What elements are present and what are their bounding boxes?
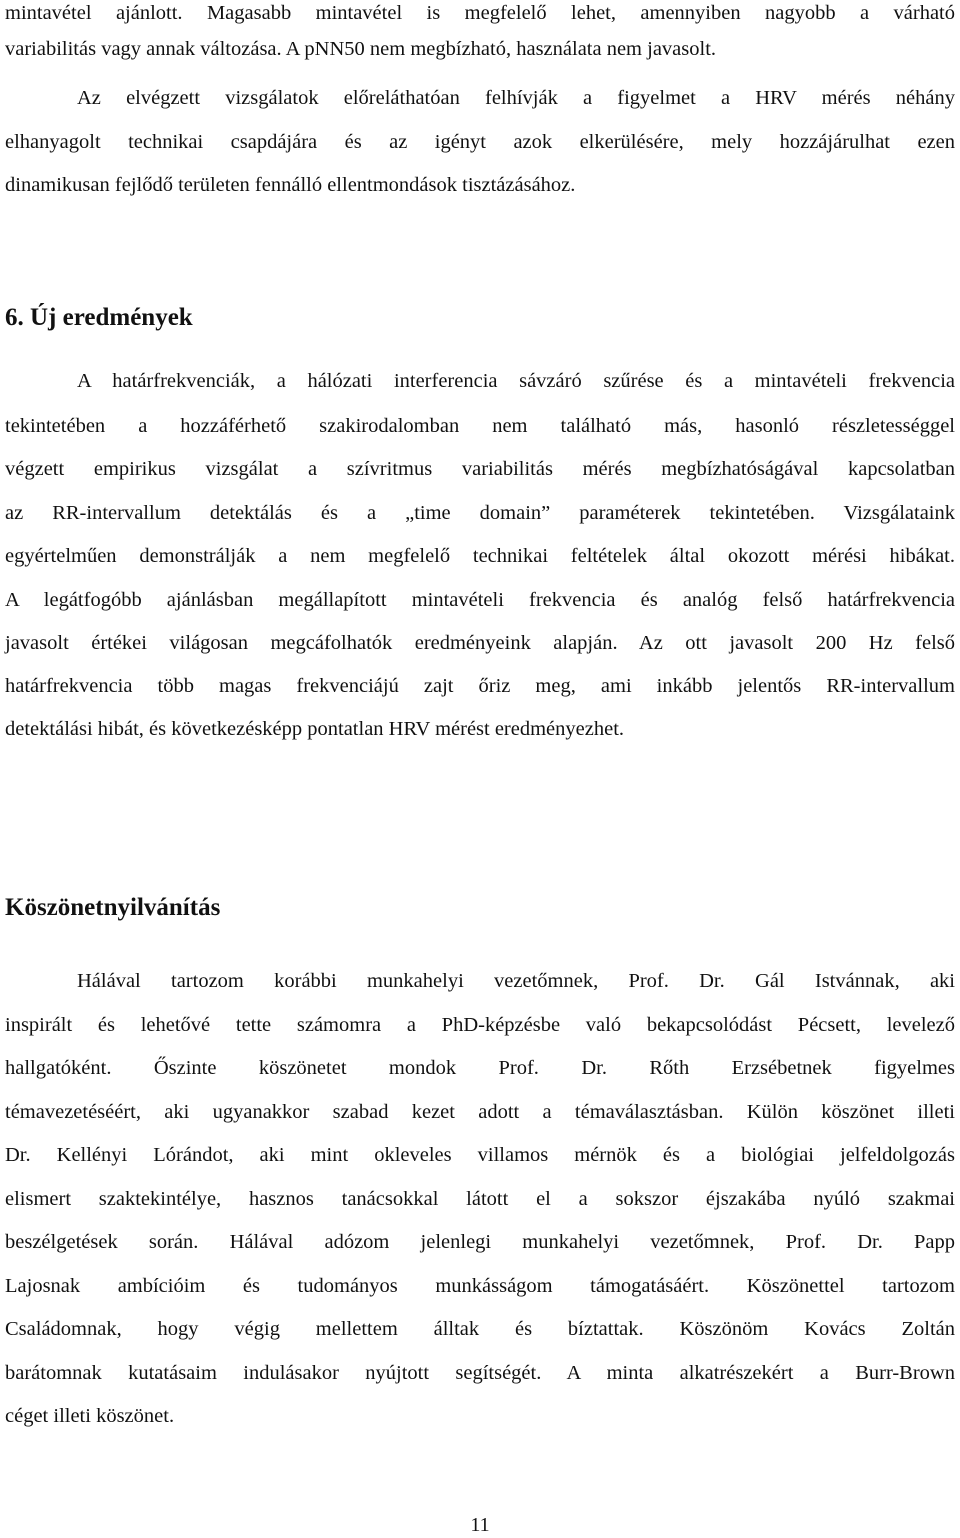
ack-line-6: elismert szaktekintélye, hasznos tanácsokkal látott el a sokszor éjszakába nyúló szakmai	[5, 1188, 955, 1210]
section6-line-2: tekintetében a hozzáférhető szakirodalomban nem található más, hasonló részletességgel	[5, 415, 955, 437]
ack-line-9: Családomnak, hogy végig mellettem álltak és bíztattak. Köszönöm Kovács Zoltán	[5, 1318, 955, 1340]
section-heading-new-results: 6. Új eredmények	[5, 304, 193, 331]
section6-line-6: A legátfogóbb ajánlásban megállapított mintavételi frekvencia és analóg felső határfrekvencia	[5, 589, 955, 611]
ack-line-11: céget illeti köszönet.	[5, 1405, 175, 1427]
section6-line-1: A határfrekvenciák, a hálózati interferencia sávzáró szűrése és a mintavételi frekvencia	[77, 370, 955, 392]
section6-line-8: határfrekvencia több magas frekvenciájú zajt őriz meg, ami inkább jelentős RR-intervallum	[5, 675, 955, 697]
section6-line-4: az RR-intervallum detektálás és a „time domain” paraméterek tekintetében. Vizsgálataink	[5, 502, 955, 524]
ack-line-3: hallgatóként. Őszinte köszönetet mondok Prof. Dr. Rőth Erzsébetnek figyelmes	[5, 1057, 955, 1079]
section-heading-acknowledgements: Köszönetnyilvánítás	[5, 894, 221, 921]
ack-line-5: Dr. Kellényi Lórándot, aki mint okleveles villamos mérnök és a biológiai jelfeldolgozás	[5, 1144, 955, 1166]
ack-line-1: Hálával tartozom korábbi munkahelyi vezetőmnek, Prof. Dr. Gál Istvánnak, aki	[77, 970, 955, 992]
intro-line-4: elhanyagolt technikai csapdájára és az igényt azok elkerülésére, mely hozzájárulhat ezen	[5, 131, 955, 153]
ack-line-8: Lajosnak ambícióim és tudományos munkásságom támogatásáért. Köszönettel tartozom	[5, 1275, 955, 1297]
intro-line-2: variabilitás vagy annak változása. A pNN50 nem megbízható, használata nem javasolt.	[5, 38, 717, 60]
section6-line-7: javasolt értékei világosan megcáfolhatók eredményeink alapján. Az ott javasolt 200 Hz felső	[5, 632, 955, 654]
ack-line-10: barátomnak kutatásaim indulásakor nyújtott segítségét. A minta alkatrészekért a Burr-Brown	[5, 1362, 955, 1384]
intro-line-1: mintavétel ajánlott. Magasabb mintavétel is megfelelő lehet, amennyiben nagyobb a várható	[5, 2, 955, 24]
intro-line-5: dinamikusan fejlődő területen fennálló ellentmondások tisztázásához.	[5, 174, 576, 196]
section6-line-9: detektálási hibát, és következésképp pontatlan HRV mérést eredményezhet.	[5, 718, 625, 740]
intro-line-3: Az elvégzett vizsgálatok előreláthatóan felhívják a figyelmet a HRV mérés néhány	[77, 87, 955, 109]
section6-line-3: végzett empirikus vizsgálat a szívritmus variabilitás mérés megbízhatóságával kapcsolatban	[5, 458, 955, 480]
section6-line-5: egyértelműen demonstrálják a nem megfelelő technikai feltételek által okozott mérési hibákat.	[5, 545, 955, 567]
ack-line-7: beszélgetések során. Hálával adózom jelenlegi munkahelyi vezetőmnek, Prof. Dr. Papp	[5, 1231, 955, 1253]
page-number: 11	[470, 1514, 490, 1536]
ack-line-4: témavezetéséért, aki ugyanakkor szabad kezet adott a témaválasztásban. Külön köszönet illeti	[5, 1101, 955, 1123]
ack-line-2: inspirált és lehetővé tette számomra a PhD-képzésbe való bekapcsolódást Pécsett, levelező	[5, 1014, 955, 1036]
